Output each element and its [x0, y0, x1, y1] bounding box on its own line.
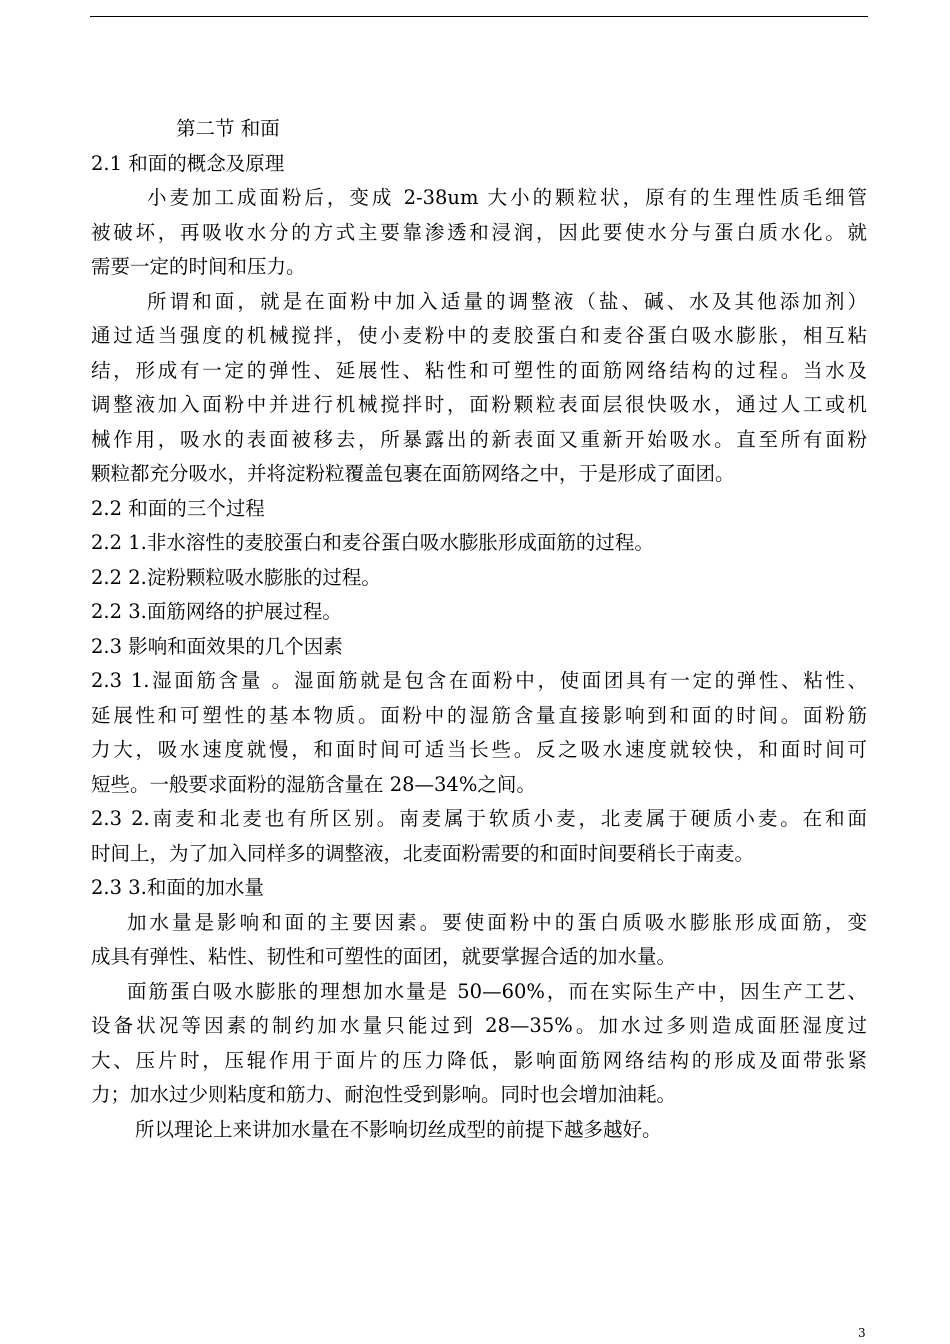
paragraph-line: 加水量是影响和面的主要因素。要使面粉中的蛋白质吸水膨胀形成面筋，变 [127, 910, 867, 934]
page-number: 3 [858, 1326, 866, 1340]
paragraph-line: 所以理论上来讲加水量在不影响切丝成型的前提下越多越好。 [135, 1117, 662, 1141]
paragraph-line: 力；加水过少则粘度和筋力、耐泡性受到影响。同时也会增加油耗。 [91, 1083, 677, 1106]
paragraph-line: 短些。一般要求面粉的湿筋含量在 28—34%之间。 [91, 772, 536, 796]
paragraph-line: 调整液加入面粉中并进行机械搅拌时，面粉颗粒表面层很快吸水，通过人工或机 [91, 393, 867, 416]
paragraph-line: 成具有弹性、粘性、韧性和可塑性的面团，就要掌握合适的加水量。 [91, 945, 677, 968]
list-item: 2.2 1.非水溶性的麦胶蛋白和麦谷蛋白吸水膨胀形成面筋的过程。 [91, 531, 654, 554]
section-title: 第二节 和面 [176, 117, 280, 140]
paragraph-line: 械作用，吸水的表面被移去，所暴露出的新表面又重新开始吸水。直至所有面粉 [91, 427, 867, 451]
heading-2-2: 2.2 和面的三个过程 [91, 496, 265, 520]
heading-2-3: 2.3 影响和面效果的几个因素 [91, 634, 343, 658]
heading-2-3-3: 2.3 3.和面的加水量 [91, 876, 264, 899]
paragraph-line: 颗粒都充分吸水，并将淀粉粒覆盖包裹在面筋网络之中，于是形成了面团。 [91, 462, 735, 485]
list-item: 2.2 3.面筋网络的护展过程。 [91, 600, 342, 623]
paragraph-line: 通过适当强度的机械搅拌，使小麦粉中的麦胶蛋白和麦谷蛋白吸水膨胀，相互粘 [91, 324, 867, 347]
header-rule [90, 16, 868, 17]
heading-2-1: 2.1 和面的概念及原理 [91, 151, 285, 175]
paragraph-line: 需要一定的时间和压力。 [91, 255, 306, 278]
paragraph-line: 小麦加工成面粉后，变成 2-38um 大小的颗粒状，原有的生理性质毛细管 [147, 186, 867, 209]
document-body [91, 112, 867, 1147]
paragraph-line: 2.3 2.南麦和北麦也有所区别。南麦属于软质小麦，北麦属于硬质小麦。在和面 [91, 807, 867, 830]
paragraph-line: 结，形成有一定的弹性、延展性、粘性和可塑性的面筋网络结构的过程。当水及 [91, 358, 867, 382]
paragraph-line: 2.3 1.湿面筋含量 。湿面筋就是包含在面粉中，使面团具有一定的弹性、粘性、 [91, 669, 867, 692]
paragraph-line: 被破坏，再吸收水分的方式主要靠渗透和浸润，因此要使水分与蛋白质水化。就 [91, 220, 867, 244]
paragraph-line: 大、压片时，压辊作用于面片的压力降低，影响面筋网络结构的形成及面带张紧 [91, 1048, 867, 1072]
paragraph-line: 面筋蛋白吸水膨胀的理想加水量是 50—60%，而在实际生产中，因生产工艺、 [127, 979, 867, 1003]
paragraph-line: 力大，吸水速度就慢，和面时间可适当长些。反之吸水速度就较快，和面时间可 [91, 738, 867, 761]
paragraph-line: 时间上，为了加入同样多的调整液，北麦面粉需要的和面时间要稍长于南麦。 [91, 841, 755, 865]
paragraph-line: 所谓和面，就是在面粉中加入适量的调整液（盐、碱、水及其他添加剂） [147, 289, 867, 313]
paragraph-line: 设备状况等因素的制约加水量只能过到 28—35%。加水过多则造成面胚湿度过 [91, 1014, 867, 1037]
list-item: 2.2 2.淀粉颗粒吸水膨胀的过程。 [91, 565, 381, 589]
paragraph-line: 延展性和可塑性的基本物质。面粉中的湿筋含量直接影响到和面的时间。面粉筋 [91, 703, 867, 727]
